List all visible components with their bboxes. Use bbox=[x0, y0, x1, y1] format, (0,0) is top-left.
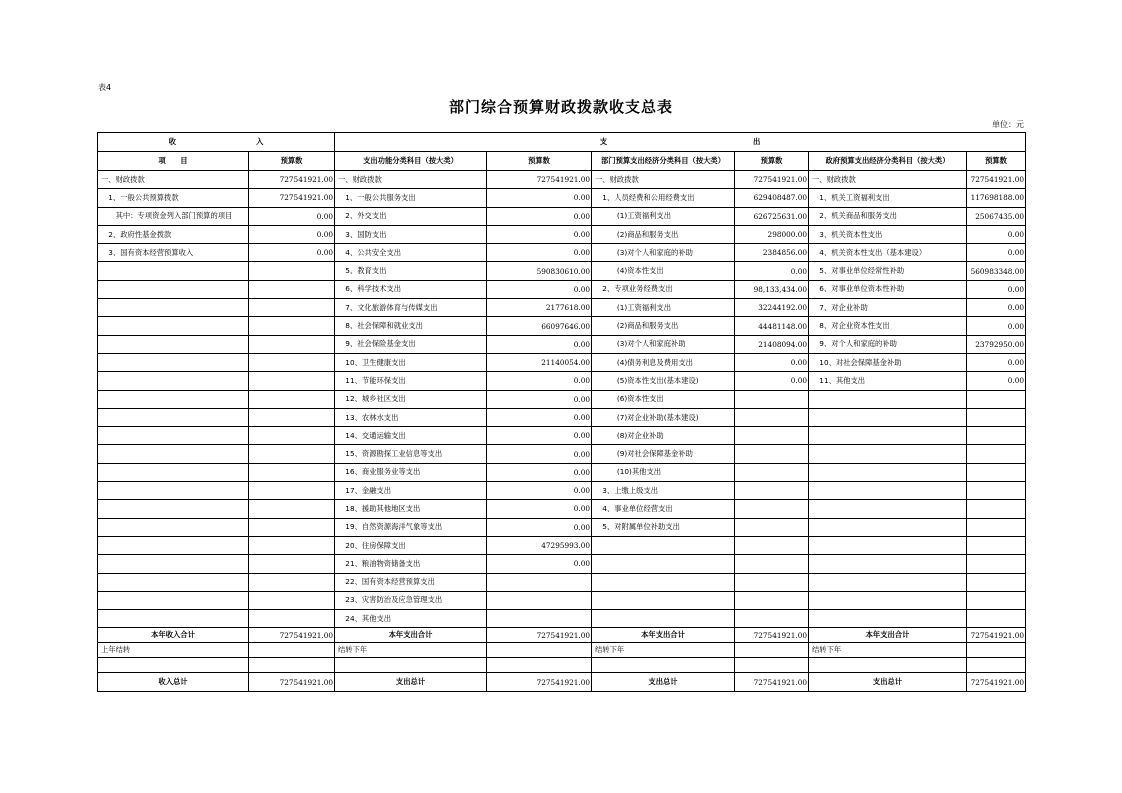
amount-cell: 0.00 bbox=[487, 482, 592, 500]
amount-cell: 0.00 bbox=[487, 189, 592, 207]
table-row bbox=[98, 555, 1026, 573]
item-cell: 11、其他支出 bbox=[809, 372, 967, 390]
item-cell: 收入总计 bbox=[98, 673, 249, 691]
amount-cell bbox=[967, 427, 1026, 445]
amount-cell bbox=[249, 427, 335, 445]
amount-cell bbox=[735, 463, 809, 481]
amount-cell: 0.00 bbox=[967, 317, 1026, 335]
amount-cell: 0.00 bbox=[967, 225, 1026, 243]
item-cell bbox=[98, 372, 249, 390]
column-header: 部门预算支出经济分类科目（按大类） bbox=[592, 152, 735, 171]
amount-cell: 727541921.00 bbox=[967, 628, 1026, 643]
item-cell: 2、外交支出 bbox=[335, 207, 487, 225]
item-cell: 本年支出合计 bbox=[809, 628, 967, 643]
item-cell: 上年结转 bbox=[98, 643, 249, 658]
budget-summary-table bbox=[97, 132, 1026, 692]
item-cell bbox=[592, 591, 735, 609]
item-cell bbox=[809, 445, 967, 463]
item-cell bbox=[809, 610, 967, 628]
item-cell bbox=[592, 610, 735, 628]
table-row bbox=[98, 408, 1026, 426]
item-cell bbox=[809, 500, 967, 518]
item-cell bbox=[809, 463, 967, 481]
item-cell: (4)债务利息及费用支出 bbox=[592, 353, 735, 371]
amount-cell bbox=[967, 518, 1026, 536]
amount-cell: 0.00 bbox=[967, 280, 1026, 298]
item-cell bbox=[98, 317, 249, 335]
amount-cell bbox=[249, 658, 335, 673]
item-cell: 本年支出合计 bbox=[335, 628, 487, 643]
amount-cell bbox=[735, 500, 809, 518]
amount-cell: 727541921.00 bbox=[487, 628, 592, 643]
item-cell bbox=[592, 555, 735, 573]
item-cell: 20、住房保障支出 bbox=[335, 536, 487, 554]
amount-cell bbox=[967, 610, 1026, 628]
table-row bbox=[98, 463, 1026, 481]
item-cell: 11、节能环保支出 bbox=[335, 372, 487, 390]
item-cell bbox=[809, 518, 967, 536]
item-cell: 其中：专项资金列入部门预算的项目 bbox=[98, 207, 249, 225]
amount-cell: 0.00 bbox=[735, 353, 809, 371]
amount-cell bbox=[735, 536, 809, 554]
table-row bbox=[98, 335, 1026, 353]
item-cell bbox=[98, 262, 249, 280]
item-cell: 22、国有资本经营预算支出 bbox=[335, 573, 487, 591]
amount-cell bbox=[967, 536, 1026, 554]
amount-cell bbox=[249, 643, 335, 658]
amount-cell: 0.00 bbox=[487, 225, 592, 243]
amount-cell bbox=[967, 500, 1026, 518]
item-cell: 14、交通运输支出 bbox=[335, 427, 487, 445]
item-cell: 1、一般公共预算拨款 bbox=[98, 189, 249, 207]
amount-cell bbox=[735, 408, 809, 426]
group-header-row bbox=[98, 133, 1026, 152]
item-cell bbox=[98, 610, 249, 628]
amount-cell: 727541921.00 bbox=[249, 628, 335, 643]
table-row bbox=[98, 518, 1026, 536]
amount-cell bbox=[249, 353, 335, 371]
amount-cell bbox=[487, 643, 592, 658]
amount-cell: 21140054.00 bbox=[487, 353, 592, 371]
amount-cell: 727541921.00 bbox=[967, 673, 1026, 691]
table-row bbox=[98, 482, 1026, 500]
amount-cell bbox=[249, 610, 335, 628]
item-cell bbox=[98, 299, 249, 317]
amount-cell bbox=[249, 536, 335, 554]
amount-cell: 0.00 bbox=[487, 427, 592, 445]
amount-cell: 0.00 bbox=[487, 518, 592, 536]
amount-cell: 727541921.00 bbox=[487, 673, 592, 691]
amount-cell: 560983348.00 bbox=[967, 262, 1026, 280]
amount-cell bbox=[735, 427, 809, 445]
item-cell bbox=[809, 555, 967, 573]
amount-cell: 0.00 bbox=[487, 500, 592, 518]
item-cell bbox=[98, 390, 249, 408]
item-cell: 3、上缴上级支出 bbox=[592, 482, 735, 500]
item-cell: 本年支出合计 bbox=[592, 628, 735, 643]
amount-cell bbox=[967, 463, 1026, 481]
amount-cell bbox=[735, 445, 809, 463]
item-cell bbox=[98, 500, 249, 518]
item-cell: 支出总计 bbox=[592, 673, 735, 691]
table-row bbox=[98, 225, 1026, 243]
amount-cell bbox=[249, 372, 335, 390]
amount-cell: 0.00 bbox=[487, 408, 592, 426]
item-cell: 结转下年 bbox=[592, 643, 735, 658]
table-row bbox=[98, 427, 1026, 445]
item-cell: 支出总计 bbox=[335, 673, 487, 691]
amount-cell bbox=[249, 482, 335, 500]
amount-cell: 44481148.00 bbox=[735, 317, 809, 335]
amount-cell: 727541921.00 bbox=[735, 171, 809, 189]
amount-cell: 0.00 bbox=[967, 372, 1026, 390]
item-cell: 10、卫生健康支出 bbox=[335, 353, 487, 371]
item-cell: 17、金融支出 bbox=[335, 482, 487, 500]
item-cell: 9、社会保险基金支出 bbox=[335, 335, 487, 353]
amount-cell bbox=[249, 445, 335, 463]
item-cell: (2)商品和服务支出 bbox=[592, 225, 735, 243]
amount-cell: 0.00 bbox=[487, 463, 592, 481]
table-row bbox=[98, 445, 1026, 463]
item-cell: 5、对事业单位经常性补助 bbox=[809, 262, 967, 280]
amount-cell: 66097646.00 bbox=[487, 317, 592, 335]
amount-cell bbox=[967, 408, 1026, 426]
table-row bbox=[98, 591, 1026, 609]
column-header-row bbox=[98, 152, 1026, 171]
amount-cell bbox=[967, 555, 1026, 573]
item-cell bbox=[98, 280, 249, 298]
column-header: 预算数 bbox=[249, 152, 335, 171]
amount-cell: 0.00 bbox=[487, 244, 592, 262]
item-cell: (7)对企业补助(基本建设) bbox=[592, 408, 735, 426]
item-cell bbox=[809, 390, 967, 408]
table-row bbox=[98, 390, 1026, 408]
item-cell: (9)对社会保障基金补助 bbox=[592, 445, 735, 463]
item-cell: 支出总计 bbox=[809, 673, 967, 691]
amount-cell bbox=[249, 500, 335, 518]
item-cell: 6、科学技术支出 bbox=[335, 280, 487, 298]
item-cell: (3)对个人和家庭补助 bbox=[592, 335, 735, 353]
table-number-label: 表4 bbox=[98, 83, 112, 92]
amount-cell bbox=[249, 335, 335, 353]
item-cell bbox=[592, 536, 735, 554]
table-row bbox=[98, 536, 1026, 554]
item-cell: 2、机关商品和服务支出 bbox=[809, 207, 967, 225]
item-cell: 结转下年 bbox=[335, 643, 487, 658]
item-cell bbox=[809, 573, 967, 591]
table-row bbox=[98, 299, 1026, 317]
item-cell bbox=[592, 658, 735, 673]
table-row bbox=[98, 207, 1026, 225]
item-cell: 3、国防支出 bbox=[335, 225, 487, 243]
amount-cell bbox=[967, 445, 1026, 463]
item-cell: 一、财政拨款 bbox=[809, 171, 967, 189]
item-cell bbox=[98, 335, 249, 353]
item-cell bbox=[809, 408, 967, 426]
table-row bbox=[98, 317, 1026, 335]
amount-cell: 0.00 bbox=[487, 280, 592, 298]
amount-cell bbox=[735, 482, 809, 500]
amount-cell bbox=[735, 518, 809, 536]
amount-cell: 0.00 bbox=[967, 244, 1026, 262]
amount-cell bbox=[735, 643, 809, 658]
item-cell: 2、政府性基金拨款 bbox=[98, 225, 249, 243]
amount-cell: 727541921.00 bbox=[249, 171, 335, 189]
item-cell: 5、教育支出 bbox=[335, 262, 487, 280]
item-cell: 7、对企业补助 bbox=[809, 299, 967, 317]
item-cell: 21、粮油物资储备支出 bbox=[335, 555, 487, 573]
item-cell bbox=[98, 573, 249, 591]
table-row bbox=[98, 372, 1026, 390]
item-cell: 一、财政拨款 bbox=[592, 171, 735, 189]
amount-cell: 0.00 bbox=[249, 207, 335, 225]
amount-cell: 23792950.00 bbox=[967, 335, 1026, 353]
item-cell bbox=[98, 555, 249, 573]
amount-cell: 0.00 bbox=[487, 390, 592, 408]
item-cell: 4、机关资本性支出（基本建设） bbox=[809, 244, 967, 262]
amount-cell bbox=[249, 573, 335, 591]
amount-cell bbox=[487, 658, 592, 673]
amount-cell bbox=[487, 573, 592, 591]
amount-cell bbox=[249, 262, 335, 280]
amount-cell: 727541921.00 bbox=[249, 189, 335, 207]
amount-cell bbox=[249, 299, 335, 317]
amount-cell: 2384856.00 bbox=[735, 244, 809, 262]
amount-cell bbox=[967, 390, 1026, 408]
column-header: 预算数 bbox=[967, 152, 1026, 171]
item-cell bbox=[592, 573, 735, 591]
amount-cell: 0.00 bbox=[487, 335, 592, 353]
amount-cell bbox=[487, 591, 592, 609]
item-cell: 5、对附属单位补助支出 bbox=[592, 518, 735, 536]
amount-cell bbox=[249, 390, 335, 408]
item-cell: (1)工资福利支出 bbox=[592, 299, 735, 317]
table-row bbox=[98, 189, 1026, 207]
amount-cell bbox=[967, 591, 1026, 609]
item-cell bbox=[335, 658, 487, 673]
item-cell bbox=[98, 482, 249, 500]
item-cell: (4)资本性支出 bbox=[592, 262, 735, 280]
amount-cell: 0.00 bbox=[967, 353, 1026, 371]
table-row bbox=[98, 353, 1026, 371]
table-row bbox=[98, 610, 1026, 628]
item-cell bbox=[98, 408, 249, 426]
item-cell bbox=[98, 463, 249, 481]
item-cell: 1、人员经费和公用经费支出 bbox=[592, 189, 735, 207]
item-cell bbox=[809, 658, 967, 673]
amount-cell bbox=[967, 643, 1026, 658]
item-cell: 1、机关工资福利支出 bbox=[809, 189, 967, 207]
column-header: 支出功能分类科目（按大类） bbox=[335, 152, 487, 171]
item-cell bbox=[98, 658, 249, 673]
carry-over-row bbox=[98, 643, 1026, 658]
amount-cell bbox=[735, 573, 809, 591]
amount-cell bbox=[735, 591, 809, 609]
column-header: 项 目 bbox=[98, 152, 249, 171]
item-cell: 9、对个人和家庭的补助 bbox=[809, 335, 967, 353]
item-cell bbox=[809, 591, 967, 609]
item-cell bbox=[98, 353, 249, 371]
item-cell bbox=[809, 427, 967, 445]
item-cell: (5)资本性支出(基本建设) bbox=[592, 372, 735, 390]
item-cell bbox=[809, 536, 967, 554]
item-cell bbox=[98, 591, 249, 609]
table-row bbox=[98, 500, 1026, 518]
item-cell: 8、对企业资本性支出 bbox=[809, 317, 967, 335]
item-cell: 本年收入合计 bbox=[98, 628, 249, 643]
item-cell: (6)资本性支出 bbox=[592, 390, 735, 408]
amount-cell: 0.00 bbox=[967, 299, 1026, 317]
item-cell: (10)其他支出 bbox=[592, 463, 735, 481]
amount-cell bbox=[249, 317, 335, 335]
page-title: 部门综合预算财政拨款收支总表 bbox=[448, 98, 673, 116]
amount-cell: 0.00 bbox=[487, 207, 592, 225]
item-cell: 一、财政拨款 bbox=[335, 171, 487, 189]
table-row bbox=[98, 262, 1026, 280]
table-row bbox=[98, 171, 1026, 189]
amount-cell: 727541921.00 bbox=[967, 171, 1026, 189]
item-cell: (2)商品和服务支出 bbox=[592, 317, 735, 335]
item-cell: 2、专项业务经费支出 bbox=[592, 280, 735, 298]
amount-cell: 727541921.00 bbox=[249, 673, 335, 691]
amount-cell bbox=[735, 610, 809, 628]
item-cell: 10、对社会保障基金补助 bbox=[809, 353, 967, 371]
item-cell bbox=[98, 536, 249, 554]
year-total-row bbox=[98, 628, 1026, 643]
amount-cell: 0.00 bbox=[487, 555, 592, 573]
item-cell: 18、援助其他地区支出 bbox=[335, 500, 487, 518]
amount-cell bbox=[249, 555, 335, 573]
amount-cell bbox=[735, 555, 809, 573]
amount-cell: 32244192.00 bbox=[735, 299, 809, 317]
table-row bbox=[98, 280, 1026, 298]
item-cell: 3、国有资本经营预算收入 bbox=[98, 244, 249, 262]
amount-cell: 0.00 bbox=[487, 372, 592, 390]
amount-cell: 626725631.00 bbox=[735, 207, 809, 225]
amount-cell bbox=[249, 518, 335, 536]
item-cell: 4、事业单位经营支出 bbox=[592, 500, 735, 518]
item-cell: 1、一般公共服务支出 bbox=[335, 189, 487, 207]
amount-cell: 590830610.00 bbox=[487, 262, 592, 280]
amount-cell: 2177618.00 bbox=[487, 299, 592, 317]
amount-cell bbox=[487, 610, 592, 628]
item-cell: (3)对个人和家庭的补助 bbox=[592, 244, 735, 262]
expense-group-header: 支 出 bbox=[335, 133, 1026, 152]
item-cell bbox=[98, 427, 249, 445]
item-cell: 16、商业服务业等支出 bbox=[335, 463, 487, 481]
amount-cell bbox=[249, 463, 335, 481]
unit-label: 单位：元 bbox=[992, 120, 1024, 129]
item-cell: 15、资源勘探工业信息等支出 bbox=[335, 445, 487, 463]
amount-cell: 25067435.00 bbox=[967, 207, 1026, 225]
amount-cell: 629408487.00 bbox=[735, 189, 809, 207]
blank-row bbox=[98, 658, 1026, 673]
amount-cell: 47295993.00 bbox=[487, 536, 592, 554]
item-cell: 3、机关资本性支出 bbox=[809, 225, 967, 243]
item-cell: 19、自然资源海洋气象等支出 bbox=[335, 518, 487, 536]
amount-cell: 727541921.00 bbox=[487, 171, 592, 189]
amount-cell bbox=[249, 408, 335, 426]
amount-cell bbox=[249, 280, 335, 298]
item-cell: 7、文化旅游体育与传媒支出 bbox=[335, 299, 487, 317]
amount-cell: 298000.00 bbox=[735, 225, 809, 243]
item-cell: 12、城乡社区支出 bbox=[335, 390, 487, 408]
amount-cell: 727541921.00 bbox=[735, 673, 809, 691]
grand-total-row bbox=[98, 673, 1026, 691]
column-header: 政府预算支出经济分类科目（按大类） bbox=[809, 152, 967, 171]
item-cell: (8)对企业补助 bbox=[592, 427, 735, 445]
amount-cell: 0.00 bbox=[735, 262, 809, 280]
amount-cell: 727541921.00 bbox=[735, 628, 809, 643]
item-cell: 13、农林水支出 bbox=[335, 408, 487, 426]
column-header: 预算数 bbox=[487, 152, 592, 171]
amount-cell bbox=[735, 390, 809, 408]
amount-cell: 0.00 bbox=[735, 372, 809, 390]
amount-cell bbox=[967, 658, 1026, 673]
amount-cell: 0.00 bbox=[249, 244, 335, 262]
amount-cell bbox=[967, 573, 1026, 591]
amount-cell: 0.00 bbox=[249, 225, 335, 243]
column-header: 预算数 bbox=[735, 152, 809, 171]
item-cell: 23、灾害防治及应急管理支出 bbox=[335, 591, 487, 609]
amount-cell bbox=[967, 482, 1026, 500]
item-cell bbox=[809, 482, 967, 500]
item-cell: 24、其他支出 bbox=[335, 610, 487, 628]
table-row bbox=[98, 573, 1026, 591]
amount-cell: 98,133,434.00 bbox=[735, 280, 809, 298]
amount-cell: 117698188.00 bbox=[967, 189, 1026, 207]
income-group-header: 收 入 bbox=[98, 133, 335, 152]
table-row bbox=[98, 244, 1026, 262]
item-cell: 8、社会保障和就业支出 bbox=[335, 317, 487, 335]
item-cell: 结转下年 bbox=[809, 643, 967, 658]
amount-cell: 21408094.00 bbox=[735, 335, 809, 353]
item-cell bbox=[98, 518, 249, 536]
amount-cell: 0.00 bbox=[487, 445, 592, 463]
amount-cell bbox=[249, 591, 335, 609]
item-cell: 4、公共安全支出 bbox=[335, 244, 487, 262]
amount-cell bbox=[735, 658, 809, 673]
item-cell bbox=[98, 445, 249, 463]
item-cell: 一、财政拨款 bbox=[98, 171, 249, 189]
item-cell: (1)工资福利支出 bbox=[592, 207, 735, 225]
item-cell: 6、对事业单位资本性补助 bbox=[809, 280, 967, 298]
